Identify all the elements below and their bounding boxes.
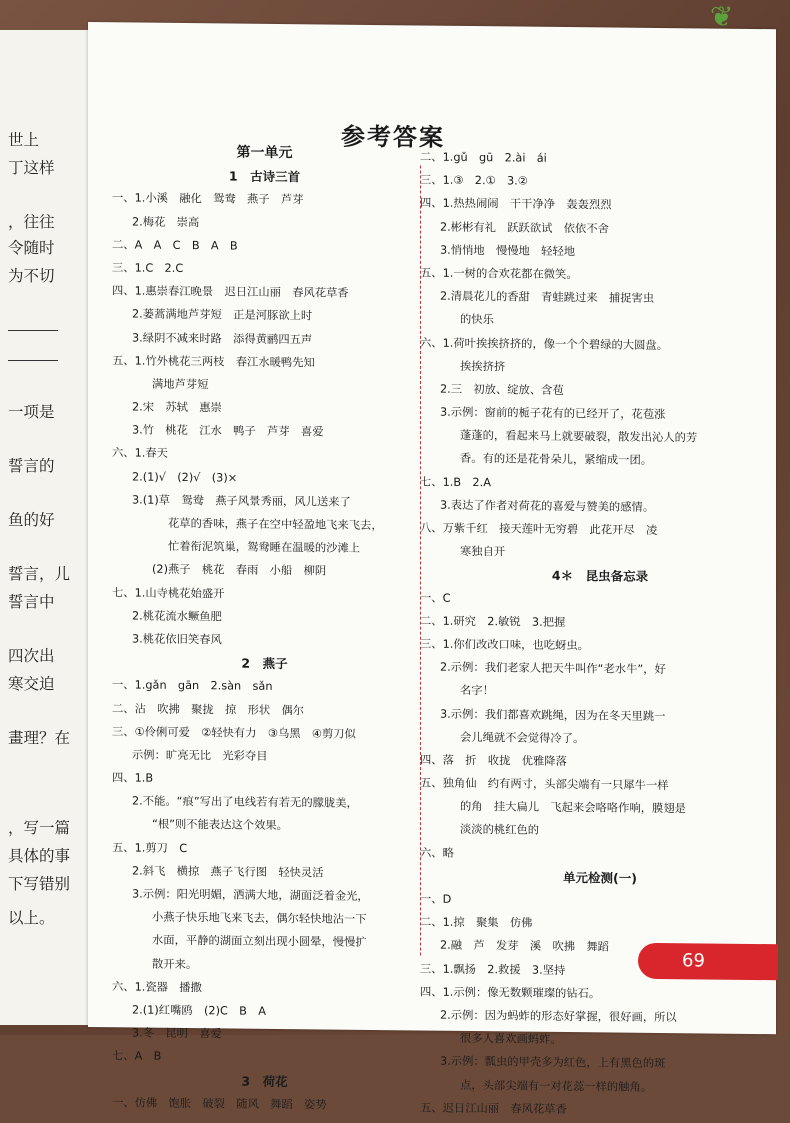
answer-line: 的快乐 <box>460 313 494 327</box>
leaf-icon: ❦ <box>710 0 734 33</box>
left-page-text: ，写一篇 <box>8 819 71 837</box>
section-heading: 3 荷花 <box>241 1073 288 1089</box>
answer-line: 二、A A C B A B <box>112 238 238 253</box>
left-page-rule <box>8 360 58 361</box>
answer-line: 2.斜飞 横掠 燕子飞行图 轻快灵活 <box>132 864 324 880</box>
answer-line: 的角 挂大扁儿 飞起来会咯咯作响，膜翅是 <box>460 800 686 816</box>
answer-line: 3.表达了作者对荷花的喜爱与赞美的感情。 <box>440 498 655 514</box>
answer-line: 六、略 <box>420 846 454 860</box>
answer-line: 五、1.竹外桃花三两枝 春江水暖鸭先知 <box>112 353 315 370</box>
answer-line: 3.桃花依旧笑春风 <box>132 632 222 647</box>
answer-line: 六、1.瓷器 播撒 <box>112 980 202 994</box>
answer-line: 蓬蓬的，看起来马上就要破裂，散发出沁人的芳 <box>460 429 698 445</box>
answer-line: 一、1.小溪 融化 鸳鸯 燕子 芦芽 <box>112 191 304 207</box>
answer-line: (2)燕子 桃花 春雨 小船 柳阴 <box>152 563 327 578</box>
answer-line: 示例：旷亮无比 光彩夺目 <box>132 748 268 763</box>
left-page-text: 以上。 <box>8 909 55 927</box>
answer-line: 七、1.山寺桃花始盛开 <box>112 585 225 600</box>
answer-line: 三、1.飘扬 2.救援 3.坚持 <box>420 962 566 977</box>
answer-line: 3.冬 昆明 喜爱 <box>132 1026 222 1041</box>
answer-line: 四、1.示例：像无数颗璀璨的钻石。 <box>420 985 601 1001</box>
answer-line: 一、C <box>420 591 451 605</box>
answer-line: 小燕子快乐地飞来飞去，偶尔轻快地沾一下 <box>152 910 367 927</box>
left-page-text: 誓言中 <box>8 593 55 611</box>
answer-line: 2.(1)√ (2)√ (3)× <box>132 470 238 485</box>
answer-line: 2.蒌蒿满地芦芽短 正是河豚欲上时 <box>132 307 313 323</box>
left-page-text: 丁这样 <box>8 159 55 177</box>
answer-line: 六、1.荷叶挨挨挤挤的，像一个个碧绿的大圆盘。 <box>420 335 669 352</box>
answer-line: 3.竹 桃花 江水 鸭子 芦芽 喜爱 <box>132 423 324 439</box>
answer-line: 2.示例：因为蚂蚱的形态好掌握，很好画，所以 <box>440 1008 677 1025</box>
section-heading: 单元检测(一) <box>563 869 637 886</box>
answer-line: 三、1.③ 2.① 3.② <box>420 173 528 188</box>
left-page-text: 鱼的好 <box>8 511 55 529</box>
left-page-text: ，往往 <box>8 213 55 231</box>
answer-line: 名字！ <box>460 684 494 698</box>
answer-line: “根”则不能表达这个效果。 <box>152 818 288 833</box>
answer-line: 散开来。 <box>152 957 198 971</box>
answer-line: 三、①伶俐可爱 ②轻快有力 ③乌黑 ④剪刀似 <box>112 724 356 741</box>
answer-line: 淡淡的桃红色的 <box>460 823 540 838</box>
answer-line: 2.(1)红嘴鸥 (2)C B A <box>132 1003 266 1018</box>
answer-line: 五、迟日江山丽 春风花草香 <box>420 1101 567 1116</box>
page-number-badge <box>638 943 778 980</box>
answer-line: 八、万紫千红 接天莲叶无穷碧 此花开尽 凌 <box>420 521 658 537</box>
answer-line: 一、1.gǎn gān 2.sàn sǎn <box>112 678 273 694</box>
answer-line: 2.梅花 崇高 <box>132 215 200 229</box>
answer-line: 三、1.你们改改口味，也吃蚜虫。 <box>420 637 589 653</box>
left-page-text: 畫理？在 <box>8 729 71 747</box>
answer-line: 五、独角仙 约有两寸，头部尖端有一只犀牛一样 <box>420 776 669 793</box>
left-page-text: 四次出 <box>8 647 55 665</box>
left-page-text: 誓言，儿 <box>8 565 71 583</box>
answer-line: 忙着衔泥筑巢，鸳鸯睡在温暖的沙滩上 <box>168 540 361 556</box>
answer-line: 3.悄悄地 慢慢地 轻轻地 <box>440 243 576 258</box>
answer-line: 六、1.春天 <box>112 446 168 461</box>
answer-line: 水面，平静的湖面立刻出现小圆晕，慢慢扩 <box>152 934 367 950</box>
left-page-text: 世上 <box>8 131 40 149</box>
left-page <box>0 30 90 1025</box>
answer-line: 会儿绳就不会觉得冷了。 <box>460 730 585 745</box>
left-page-text: 具体的事 <box>8 847 71 865</box>
answer-line: 四、1.惠崇春江晚景 迟日江山丽 春风花草香 <box>112 284 349 300</box>
answer-line: 满地芦芽短 <box>152 377 209 392</box>
answer-line: 香。有的还是花骨朵儿，紧缩成一团。 <box>460 452 653 468</box>
answer-line: 花草的香味，燕子在空中轻盈地飞来飞去， <box>168 516 383 533</box>
answer-line: 2.桃花流水鳜鱼肥 <box>132 609 222 624</box>
answer-line: 很多人喜欢画蚂蚱。 <box>460 1032 562 1047</box>
answer-page <box>88 22 776 1116</box>
answer-line: 2.融 芦 发芽 溪 吹拂 舞蹈 <box>440 939 609 954</box>
answer-line: 3.示例：我们都喜欢跳绳，因为在冬天里跳一 <box>440 707 666 723</box>
section-heading: 第一单元 <box>236 144 293 162</box>
answer-line: 五、1.一树的合欢花都在微笑。 <box>420 266 578 282</box>
left-page-text: 一项是 <box>8 403 55 421</box>
section-heading: 4＊ 昆虫备忘录 <box>551 568 649 585</box>
answer-line: 挨挨挤挤 <box>460 359 506 374</box>
answer-line: 二、沾 吹拂 聚拢 掠 形状 偶尔 <box>112 701 305 717</box>
answer-line: 四、1.热热闹闹 干干净净 轰轰烈烈 <box>420 196 612 212</box>
page-number: 69 <box>682 950 705 972</box>
answer-line: 寒独自开 <box>460 545 506 559</box>
answer-line: 2.宋 苏轼 惠崇 <box>132 400 222 415</box>
answer-line: 3.示例：阳光明媚，洒满大地，湖面泛着金光， <box>132 887 369 903</box>
answer-line: 2.清晨花儿的香甜 青蛙跳过来 捕捉害虫 <box>440 289 655 306</box>
answer-line: 一、D <box>420 892 452 906</box>
answer-line: 2.三 初放、绽放、含苞 <box>440 382 564 397</box>
answer-line: 二、1.研究 2.敏锐 3.把握 <box>420 614 566 629</box>
answer-line: 五、1.剪刀 C <box>112 840 188 855</box>
answer-line: 3.示例：瓢虫的甲壳多为红色，上有黑色的斑 <box>440 1054 666 1071</box>
answer-line: 三、1.C 2.C <box>112 261 184 275</box>
answer-line: 3.绿阴不减来时路 添得黄鹂四五声 <box>132 330 313 346</box>
answer-line: 四、落 折 收拢 优雅降落 <box>420 753 567 768</box>
answer-line: 二、1.掠 聚集 仿佛 <box>420 915 533 930</box>
section-heading: 2 燕子 <box>241 655 288 672</box>
answer-line: 一、仿佛 饱胀 破裂 随风 舞蹈 姿势 <box>112 1095 327 1112</box>
answer-line: 3.示例：窗前的栀子花有的已经开了，花苞涨 <box>440 405 666 422</box>
left-page-rule <box>8 330 58 331</box>
left-answer-column <box>112 140 417 1117</box>
page-title: 参考答案 <box>341 122 445 152</box>
left-page-text: 誓言的 <box>8 457 55 475</box>
section-heading: 1 古诗三首 <box>228 168 301 185</box>
answer-line: 3.(1)草 鸳鸯 燕子风景秀丽，风儿送来了 <box>132 493 351 509</box>
answer-line: 2.示例：我们老家人把天牛叫作“老水牛”，好 <box>440 660 666 677</box>
answer-line: 2.彬彬有礼 跃跃欲试 依依不舍 <box>440 220 609 236</box>
answer-line: 二、1.gǔ gū 2.ài ái <box>420 150 547 165</box>
answer-line: 四、1.B <box>112 771 154 785</box>
answer-line: 点，头部尖端有一对花蕊一样的触角。 <box>460 1078 653 1094</box>
left-page-text: 为不切 <box>8 267 55 285</box>
left-page-text: 令随时 <box>8 239 55 257</box>
answer-line: 七、A B <box>112 1049 162 1064</box>
answer-line: 2.不能。“痕”写出了电线若有若无的朦胧美， <box>132 794 358 811</box>
left-page-text: 下写错别 <box>8 875 71 893</box>
answer-line: 七、1.B 2.A <box>420 475 491 489</box>
left-page-text: 寒交迫 <box>8 675 55 693</box>
